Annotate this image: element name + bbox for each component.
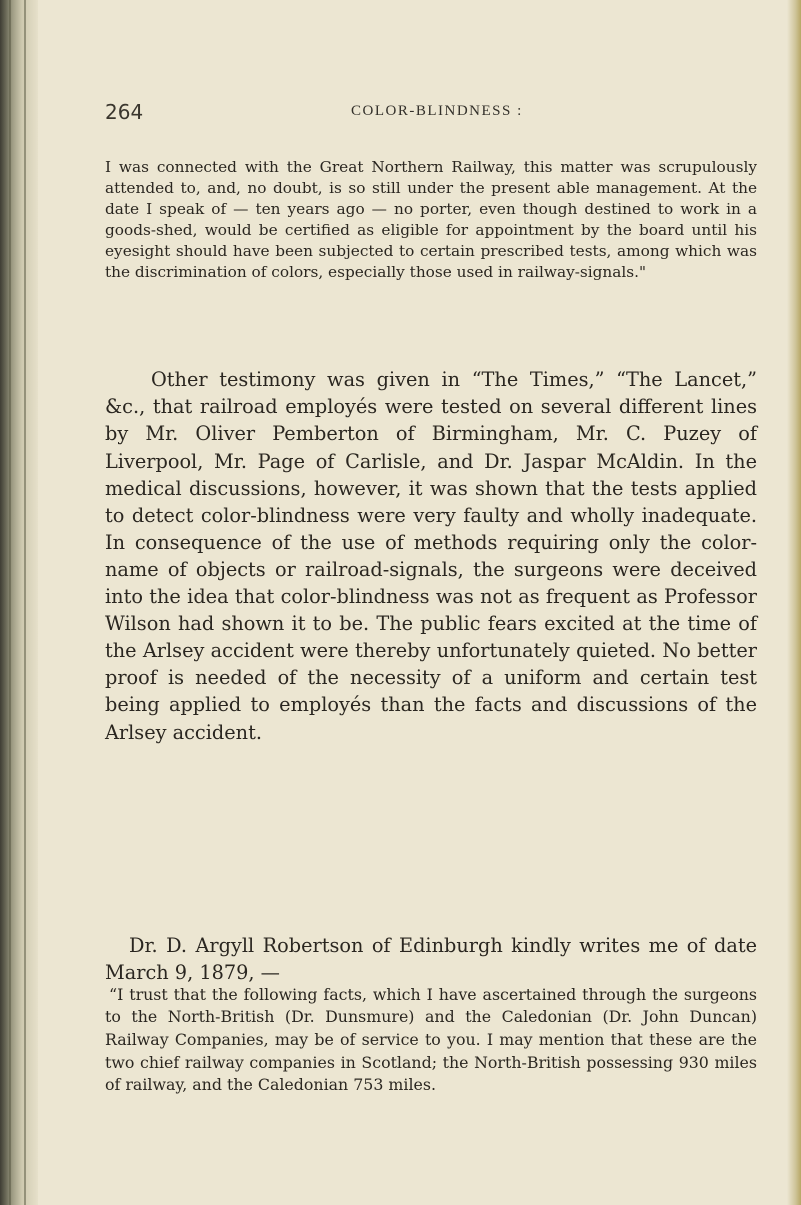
paragraph-robertson-intro: Dr. D. Argyll Robertson of Edinburgh kindly writes me of date March 9, 1879, —	[105, 934, 757, 985]
book-binding-edge	[0, 0, 38, 1205]
paragraph-other-testimony: Other testimony was given in “The Times,” “The Lancet,” &c., that railroad employés were tested on several different lines by Mr. Oliver Pemberton of Birmingham, Mr. C. Puzey of Liverpool, Mr. Page of Carlisle, and Dr. Jaspar McAldin. In the medical discussions, however, it was shown that the tests applied to detect color-blindness were very faulty and wholly inadequate. In consequence of the use of methods requiring only the color-name of objects or railroad-signals, the surgeons were deceived into the idea that color-blindness was not as frequent as Professor Wilson had shown it to be. The public fears excited at the time of the Arlsey accident were thereby unfortunately quieted. No better proof is needed of the necessity of a uniform and certain test being applied to employés than the facts and discussions of the Arlsey accident.	[105, 368, 757, 744]
binding-shadow-line	[24, 0, 26, 1205]
paragraph-quote-continued: I was connected with the Great Northern Railway, this matter was scrupulously attended to, and, no doubt, is so still under the present able management. At the date I speak of — ten years ago — no porter, even though destined to work in a goods-shed, would be certified as eligible for appointment by the board until his eyesight should have been subjected to certain prescribed tests, among which was the discrimination of colors, especially those used in railway-signals."	[105, 158, 757, 282]
running-head: COLOR-BLINDNESS :	[351, 103, 523, 119]
paragraph-robertson-letter: “I trust that the following facts, which I have ascertained through the surgeons to the North-British (Dr. Dunsmure) and the Caledonian (Dr. John Duncan) Railway Companies, may be of service to you. I may mention that these are the two chief railway companies in Scotland; the North-British possessing 930 miles of railway, and the Caledonian 753 miles.	[105, 984, 757, 1095]
page-right-edge	[787, 0, 801, 1205]
page-number: 264	[105, 100, 144, 124]
binding-shadow-line	[9, 0, 11, 1205]
page-header	[105, 100, 705, 130]
